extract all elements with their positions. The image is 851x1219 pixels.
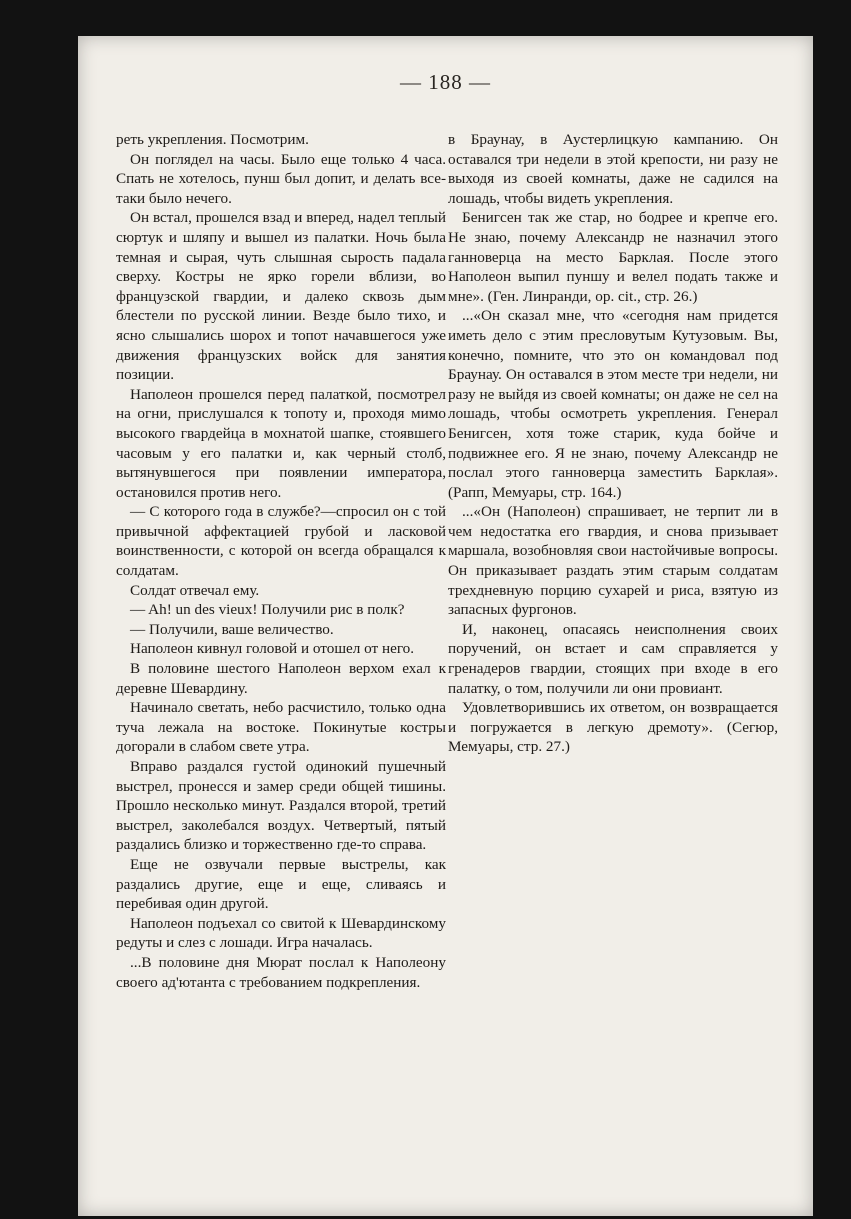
page-number: — 188 — (400, 70, 491, 94)
quote-paragraph: ...«Он сказал мне, что «сегодня нам придется иметь дело с этим пресловутым Кутузовым. Вы, конечно, помните, что это он командовал под Браунау. Он оставался в этом месте три недели, ни разу не выйдя из своей комнаты; он даже не сел на лошадь, чтобы осмотреть укрепления. Генерал Бенигсен, хотя тоже старик, куда бойче и подвижнее его. Я не знаю, почему Александр не послал этого ганноверца заместить Барклая». (Рапп, Мемуары, стр. 164.) (448, 307, 778, 501)
paragraph: Еще не озвучали первые выстрелы, как раздались другие, еще и еще, сливаясь и перебивая один другой. (116, 855, 446, 913)
paragraph: реть укрепления. Посмотрим. (116, 131, 309, 148)
paragraph: Он поглядел на часы. Было еще только 4 часа. Спать не хотелось, пунш был допит, и делать все-таки было нечего. (116, 150, 446, 207)
paragraph: Солдат отвечал ему. (130, 581, 260, 599)
paragraph: в Браунау, в Аустерлицкую кампанию. Он оставался три недели в этой крепости, ни разу не выходя из своей комнаты, даже не садился на лошадь, чтобы видеть укрепления. (448, 131, 778, 207)
paragraph: ...В половине дня Мюрат послал к Наполеону своего ад'ютанта с требованием подкрепления. (116, 953, 446, 991)
paragraph: В половине шестого Наполеон верхом ехал к деревне Шевардину. (116, 660, 446, 697)
quote-paragraph: Удовлетворившись их ответом, он возвращается и погружается в легкую дремоту». (Сегюр, Мемуары, стр. 27.) (448, 699, 778, 756)
paragraph: Начинало светать, небо расчистило, только одна туча лежала на востоке. Покинутые костры догорали в слабом свете утра. (116, 699, 446, 756)
quote-paragraph: И, наконец, опасаясь неисполнения своих поручений, он встает и сам справляется у гренадеров гвардии, стоящих при входе в его палатку, о том, получили ли они провиант. (448, 620, 778, 697)
book-page (78, 36, 813, 1216)
paragraph: — Получили, ваше величество. (130, 620, 334, 638)
paragraph: Вправо раздался густой одинокий пушечный выстрел, пронесся и замер среди общей тишины. Прошло несколько минут. Раздался второй, третий выстрел, заколебался воздух. Четвертый, пятый раздались близко и торжественно где-то справа. (116, 758, 446, 854)
paragraph: Бенигсен так же стар, но бодрее и крепче его. Не знаю, почему Александр не назначил этого ганноверца на место Барклая. После этого Наполеон выпил пуншу и велел подать также и мне». (Ген. Линранди, op. cit., стр. 26.) (448, 209, 778, 305)
right-column (448, 130, 778, 757)
left-column (116, 130, 446, 992)
paragraph: Наполеон кивнул головой и отошел от него. (130, 640, 415, 658)
quote-paragraph: ...«Он (Наполеон) спрашивает, не терпит ли в чем недостатка его гвардия, и снова призывает маршала, возобновляя свои настойчивые вопросы. Он приказывает раздать этим старым солдатам трехдневную порцию сухарей и риса, взятую из запасных фургонов. (448, 503, 778, 619)
paragraph: Наполеон прошелся перед палаткой, посмотрел на огни, прислушался к топоту и, проходя мимо высокого гвардейца в мохнатой шапке, стоявшего часовым у его палатки и, как черный столб, вытянувшегося при появлении императора, остановился против него. (116, 385, 446, 501)
paragraph: — Ah! un des vieux! Получили рис в полк? (130, 601, 405, 619)
paragraph: — С которого года в службе?—спросил он с той привычной аффектацией грубой и ласковой воинственности, с которой он всегда обращался к солдатам. (116, 503, 446, 580)
paragraph: Он встал, прошелся взад и вперед, надел теплый сюртук и шляпу и вышел из палатки. Ночь была темная и сырая, чуть слышная сырость падала сверху. Костры не ярко горели вблизи, во французской гвардии, и далеко сквозь дым блестели по русской линии. Везде было тихо, и ясно слышались шорох и топот начавшегося уже движения французских войск для занятия позиции. (116, 209, 446, 384)
paragraph: Наполеон подъехал со свитой к Шевардинскому редуты и слез с лошади. Игра началась. (116, 914, 446, 952)
